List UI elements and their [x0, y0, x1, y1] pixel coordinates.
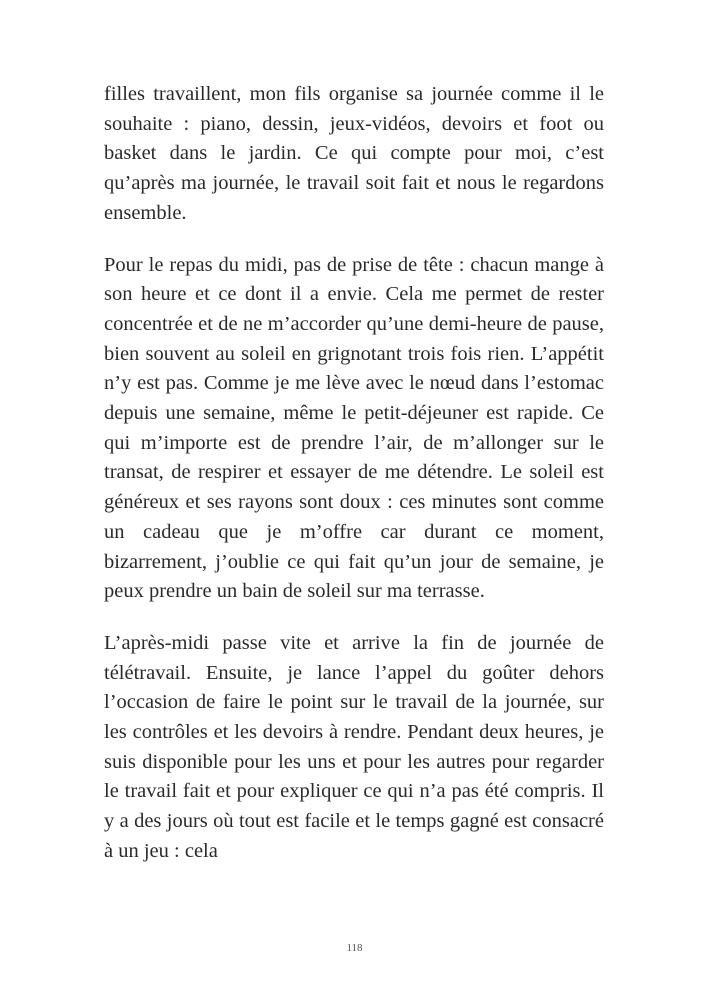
page-number: 118 — [346, 942, 363, 954]
paragraph-2: Pour le repas du midi, pas de prise de tête : chacun mange à son heure et ce dont il a envie. Cela me permet de rester concentrée et de ne m’accorder qu’une demi-heure de pause, bien souvent au soleil en grignotant trois fois rien. L’appétit n’y est pas. Comme je me lève avec le nœud dans l’estomac depuis une semaine, même le petit-déjeuner est rapide. Ce qui m’importe est de prendre l’air, de m’allonger sur le transat, de respirer et essayer de me détendre. Le soleil est généreux et ses rayons sont doux : ces minutes sont comme un cadeau que je m’offre car durant ce moment, bizarrement, j’oublie ce qui fait qu’un jour de semaine, je peux prendre un bain de soleil sur ma terrasse. — [104, 253, 604, 603]
paragraph-3: L’après-midi passe vite et arrive la fin de journée de télétravail. Ensuite, je lance l’appel du goûter dehors l’occasion de faire le point sur le travail de la journée, sur les contrôles et les devoirs à rendre. Pendant deux heures, je suis disponible pour les uns et pour les autres pour regarder le travail fait et pour expliquer ce qui n’a pas été compris. Il y a des jours où tout est facile et le temps gagné est consacré à un jeu : cela — [104, 631, 604, 862]
body-text — [104, 80, 604, 889]
paragraph-1: filles travaillent, mon fils organise sa journée comme il le souhaite : piano, dessin, jeux-vidéos, devoirs et foot ou basket dans le jardin. Ce qui compte pour moi, c’est qu’après ma journée, le travail soit fait et nous le regardons ensemble. — [104, 83, 604, 224]
